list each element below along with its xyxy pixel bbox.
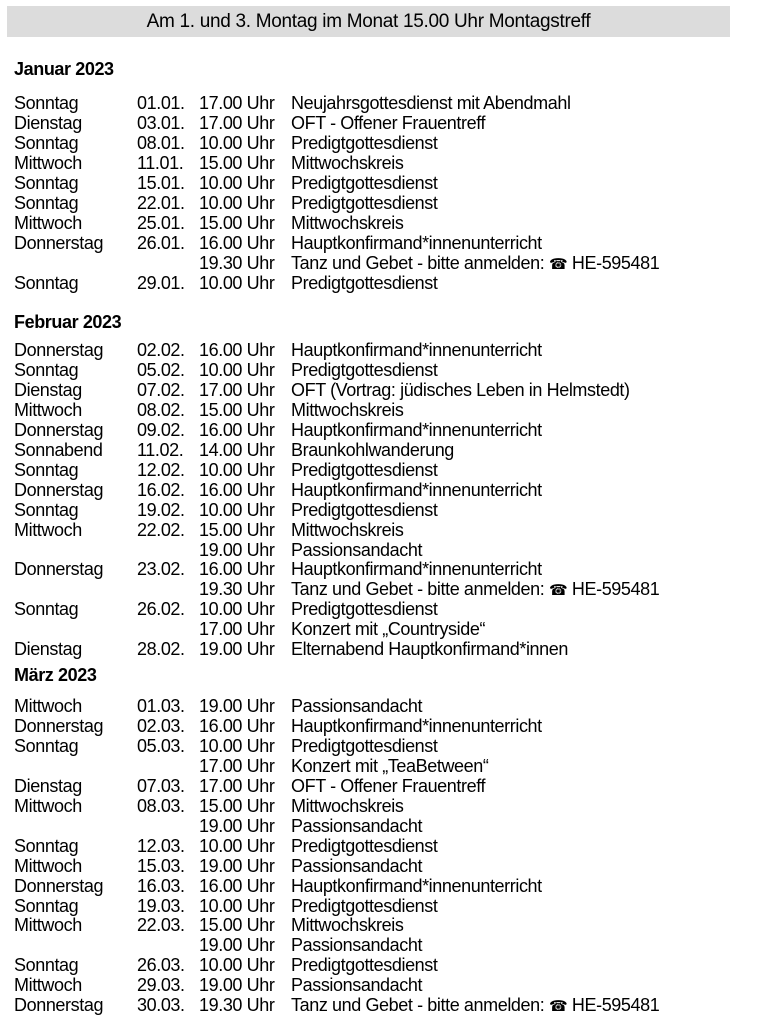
event-date: 03.01. [137, 112, 185, 133]
event-row [0, 796, 773, 816]
event-date: 26.02. [137, 599, 185, 620]
event-row [0, 460, 773, 480]
event-row [0, 579, 773, 599]
event-row [0, 756, 773, 776]
event-row [0, 500, 773, 520]
event-weekday: Dienstag [14, 639, 82, 660]
event-weekday: Mittwoch [14, 152, 82, 173]
month-heading: Januar 2023 [14, 59, 114, 79]
event-title: Predigtgottesdienst [291, 835, 438, 856]
event-weekday: Sonntag [14, 955, 79, 976]
event-row [0, 233, 773, 253]
event-time: 10.00 Uhr [199, 192, 275, 213]
event-title: Neujahrsgottesdienst mit Abendmahl [291, 93, 571, 113]
event-time: 10.00 Uhr [199, 735, 275, 756]
event-date: 28.02. [137, 639, 185, 660]
event-row [0, 896, 773, 916]
event-time: 19.30 Uhr [199, 995, 275, 1016]
event-title: Hauptkonfirmand*innenunterricht [291, 875, 542, 896]
event-date: 26.01. [137, 232, 185, 253]
event-row [0, 213, 773, 233]
event-weekday: Dienstag [14, 379, 82, 400]
event-title: Konzert mit „Countryside“ [291, 619, 486, 640]
event-time: 19.00 Uhr [199, 539, 275, 560]
event-weekday: Sonntag [14, 132, 79, 153]
event-time: 16.00 Uhr [199, 875, 275, 896]
event-row [0, 639, 773, 659]
event-date: 19.03. [137, 895, 185, 916]
event-time: 19.00 Uhr [199, 935, 275, 956]
event-time: 15.00 Uhr [199, 399, 275, 420]
event-title: Hauptkonfirmand*innenunterricht [291, 715, 542, 736]
event-title: Hauptkonfirmand*innenunterricht [291, 232, 542, 253]
event-title: Passionsandacht [291, 815, 423, 836]
phone-number: HE-595481 [571, 995, 660, 1016]
event-row [0, 273, 773, 293]
event-title: Hauptkonfirmand*innenunterricht [291, 479, 542, 500]
event-title: Mittwochskreis [291, 152, 404, 173]
event-weekday: Sonntag [14, 192, 79, 213]
event-row [0, 193, 773, 213]
event-weekday: Donnerstag [14, 875, 104, 896]
event-date: 15.01. [137, 172, 185, 193]
event-weekday: Mittwoch [14, 915, 82, 936]
event-date: 05.02. [137, 359, 185, 380]
event-weekday: Mittwoch [14, 975, 82, 996]
event-row [0, 599, 773, 619]
event-time: 15.00 Uhr [199, 212, 275, 233]
event-time: 14.00 Uhr [199, 439, 275, 460]
phone-icon: ☎ [548, 582, 568, 600]
event-time: 10.00 Uhr [199, 272, 275, 293]
event-time: 19.30 Uhr [199, 579, 275, 600]
event-title: Predigtgottesdienst [291, 459, 438, 480]
event-row [0, 975, 773, 995]
event-title: Konzert mit „TeaBetween“ [291, 755, 489, 776]
event-time: 17.00 Uhr [199, 775, 275, 796]
event-row [0, 340, 773, 360]
event-row [0, 173, 773, 193]
event-weekday: Sonntag [14, 272, 79, 293]
event-title: OFT (Vortrag: jüdisches Leben in Helmstedt) [291, 379, 630, 400]
event-title: Tanz und Gebet - bitte anmelden: ☎ HE-595481 [291, 579, 660, 600]
event-row [0, 380, 773, 400]
event-weekday: Donnerstag [14, 995, 104, 1016]
event-weekday: Mittwoch [14, 795, 82, 816]
event-time: 17.00 Uhr [199, 619, 275, 640]
event-title: Predigtgottesdienst [291, 735, 438, 756]
event-title: Passionsandacht [291, 855, 423, 876]
event-weekday: Mittwoch [14, 212, 82, 233]
event-title: Predigtgottesdienst [291, 192, 438, 213]
event-date: 08.02. [137, 399, 185, 420]
event-date: 05.03. [137, 735, 185, 756]
event-weekday: Sonntag [14, 172, 79, 193]
event-time: 15.00 Uhr [199, 915, 275, 936]
event-time: 19.00 Uhr [199, 639, 275, 660]
event-date: 22.02. [137, 519, 185, 540]
event-row [0, 440, 773, 460]
event-date: 02.02. [137, 340, 185, 360]
event-time: 17.00 Uhr [199, 379, 275, 400]
event-title: Braunkohlwanderung [291, 439, 454, 460]
event-title: Mittwochskreis [291, 519, 404, 540]
event-title: Passionsandacht [291, 935, 423, 956]
event-date: 01.03. [137, 696, 185, 716]
event-weekday: Sonnabend [14, 439, 103, 460]
event-weekday: Dienstag [14, 112, 82, 133]
event-time: 17.00 Uhr [199, 112, 275, 133]
month-heading: März 2023 [14, 665, 97, 685]
event-row [0, 816, 773, 836]
event-time: 19.00 Uhr [199, 815, 275, 836]
event-weekday: Donnerstag [14, 232, 104, 253]
event-date: 09.02. [137, 419, 185, 440]
event-title: Elternabend Hauptkonfirmand*innen [291, 639, 568, 660]
event-title: Passionsandacht [291, 975, 423, 996]
event-date: 01.01. [137, 93, 185, 113]
event-row [0, 876, 773, 896]
month-heading: Februar 2023 [14, 312, 122, 332]
event-title: Passionsandacht [291, 696, 423, 716]
event-date: 15.03. [137, 855, 185, 876]
event-date: 26.03. [137, 955, 185, 976]
event-time: 19.30 Uhr [199, 252, 275, 273]
event-weekday: Donnerstag [14, 419, 104, 440]
event-title: Mittwochskreis [291, 399, 404, 420]
event-row [0, 360, 773, 380]
event-date: 11.02. [137, 439, 184, 460]
event-time: 10.00 Uhr [199, 359, 275, 380]
event-title: OFT - Offener Frauentreff [291, 775, 486, 796]
event-weekday: Mittwoch [14, 399, 82, 420]
event-time: 10.00 Uhr [199, 459, 275, 480]
event-date: 23.02. [137, 559, 185, 580]
event-weekday: Sonntag [14, 459, 79, 480]
event-title: Predigtgottesdienst [291, 132, 438, 153]
event-row [0, 540, 773, 560]
event-title: Passionsandacht [291, 539, 423, 560]
event-time: 16.00 Uhr [199, 559, 275, 580]
event-title: Predigtgottesdienst [291, 895, 438, 916]
event-row [0, 480, 773, 500]
event-date: 11.01. [137, 152, 184, 173]
event-time: 19.00 Uhr [199, 855, 275, 876]
montagstreff-banner: Am 1. und 3. Montag im Monat 15.00 Uhr Montagstreff [7, 6, 730, 37]
event-time: 10.00 Uhr [199, 172, 275, 193]
event-title: Predigtgottesdienst [291, 172, 438, 193]
event-row [0, 716, 773, 736]
event-row [0, 915, 773, 935]
event-row [0, 93, 773, 113]
event-row [0, 836, 773, 856]
event-weekday: Mittwoch [14, 519, 82, 540]
event-time: 19.00 Uhr [199, 696, 275, 716]
event-title: Tanz und Gebet - bitte anmelden: ☎ HE-595481 [291, 252, 660, 273]
event-time: 15.00 Uhr [199, 152, 275, 173]
event-date: 29.03. [137, 975, 185, 996]
event-title: Predigtgottesdienst [291, 499, 438, 520]
event-date: 08.01. [137, 132, 185, 153]
event-weekday: Dienstag [14, 775, 82, 796]
event-row [0, 736, 773, 756]
event-row [0, 935, 773, 955]
event-date: 07.03. [137, 775, 185, 796]
event-time: 19.00 Uhr [199, 975, 275, 996]
event-time: 10.00 Uhr [199, 835, 275, 856]
event-time: 16.00 Uhr [199, 340, 275, 360]
event-date: 16.03. [137, 875, 185, 896]
event-weekday: Sonntag [14, 499, 79, 520]
event-date: 22.03. [137, 915, 185, 936]
event-weekday: Donnerstag [14, 559, 104, 580]
event-date: 07.02. [137, 379, 185, 400]
event-title: OFT - Offener Frauentreff [291, 112, 486, 133]
event-time: 17.00 Uhr [199, 755, 275, 776]
event-weekday: Sonntag [14, 895, 79, 916]
phone-icon: ☎ [548, 255, 568, 273]
event-time: 16.00 Uhr [199, 715, 275, 736]
event-date: 30.03. [137, 995, 185, 1016]
event-title: Hauptkonfirmand*innenunterricht [291, 340, 542, 360]
event-row [0, 776, 773, 796]
event-weekday: Mittwoch [14, 696, 82, 716]
event-time: 10.00 Uhr [199, 895, 275, 916]
event-row [0, 619, 773, 639]
event-time: 15.00 Uhr [199, 795, 275, 816]
event-weekday: Donnerstag [14, 479, 104, 500]
event-title: Predigtgottesdienst [291, 599, 438, 620]
event-date: 12.02. [137, 459, 185, 480]
event-date: 19.02. [137, 499, 185, 520]
event-time: 10.00 Uhr [199, 132, 275, 153]
event-time: 17.00 Uhr [199, 93, 275, 113]
event-row [0, 400, 773, 420]
event-row [0, 955, 773, 975]
event-weekday: Mittwoch [14, 855, 82, 876]
event-time: 16.00 Uhr [199, 479, 275, 500]
event-row [0, 133, 773, 153]
event-weekday: Sonntag [14, 599, 79, 620]
event-row [0, 253, 773, 273]
phone-number: HE-595481 [571, 252, 660, 273]
event-row [0, 420, 773, 440]
event-time: 10.00 Uhr [199, 955, 275, 976]
event-time: 10.00 Uhr [199, 499, 275, 520]
event-title: Predigtgottesdienst [291, 359, 438, 380]
event-time: 16.00 Uhr [199, 419, 275, 440]
event-time: 16.00 Uhr [199, 232, 275, 253]
event-weekday: Donnerstag [14, 340, 104, 360]
event-time: 15.00 Uhr [199, 519, 275, 540]
event-weekday: Sonntag [14, 835, 79, 856]
event-title: Tanz und Gebet - bitte anmelden: ☎ HE-595481 [291, 995, 660, 1016]
event-title: Mittwochskreis [291, 795, 404, 816]
event-row [0, 153, 773, 173]
event-date: 25.01. [137, 212, 185, 233]
event-title: Mittwochskreis [291, 915, 404, 936]
event-weekday: Sonntag [14, 735, 79, 756]
event-date: 29.01. [137, 272, 185, 293]
event-date: 12.03. [137, 835, 185, 856]
phone-icon: ☎ [548, 998, 568, 1016]
event-title: Predigtgottesdienst [291, 955, 438, 976]
event-title: Hauptkonfirmand*innenunterricht [291, 559, 542, 580]
phone-number: HE-595481 [571, 579, 660, 600]
event-row [0, 520, 773, 540]
event-title: Predigtgottesdienst [291, 272, 438, 293]
event-title: Mittwochskreis [291, 212, 404, 233]
event-row [0, 113, 773, 133]
event-title: Hauptkonfirmand*innenunterricht [291, 419, 542, 440]
event-date: 22.01. [137, 192, 185, 213]
event-row [0, 559, 773, 579]
event-time: 10.00 Uhr [199, 599, 275, 620]
event-date: 08.03. [137, 795, 185, 816]
event-weekday: Sonntag [14, 93, 79, 113]
event-row [0, 696, 773, 716]
event-row [0, 995, 773, 1015]
event-date: 02.03. [137, 715, 185, 736]
event-row [0, 856, 773, 876]
event-weekday: Donnerstag [14, 715, 104, 736]
event-weekday: Sonntag [14, 359, 79, 380]
event-date: 16.02. [137, 479, 185, 500]
